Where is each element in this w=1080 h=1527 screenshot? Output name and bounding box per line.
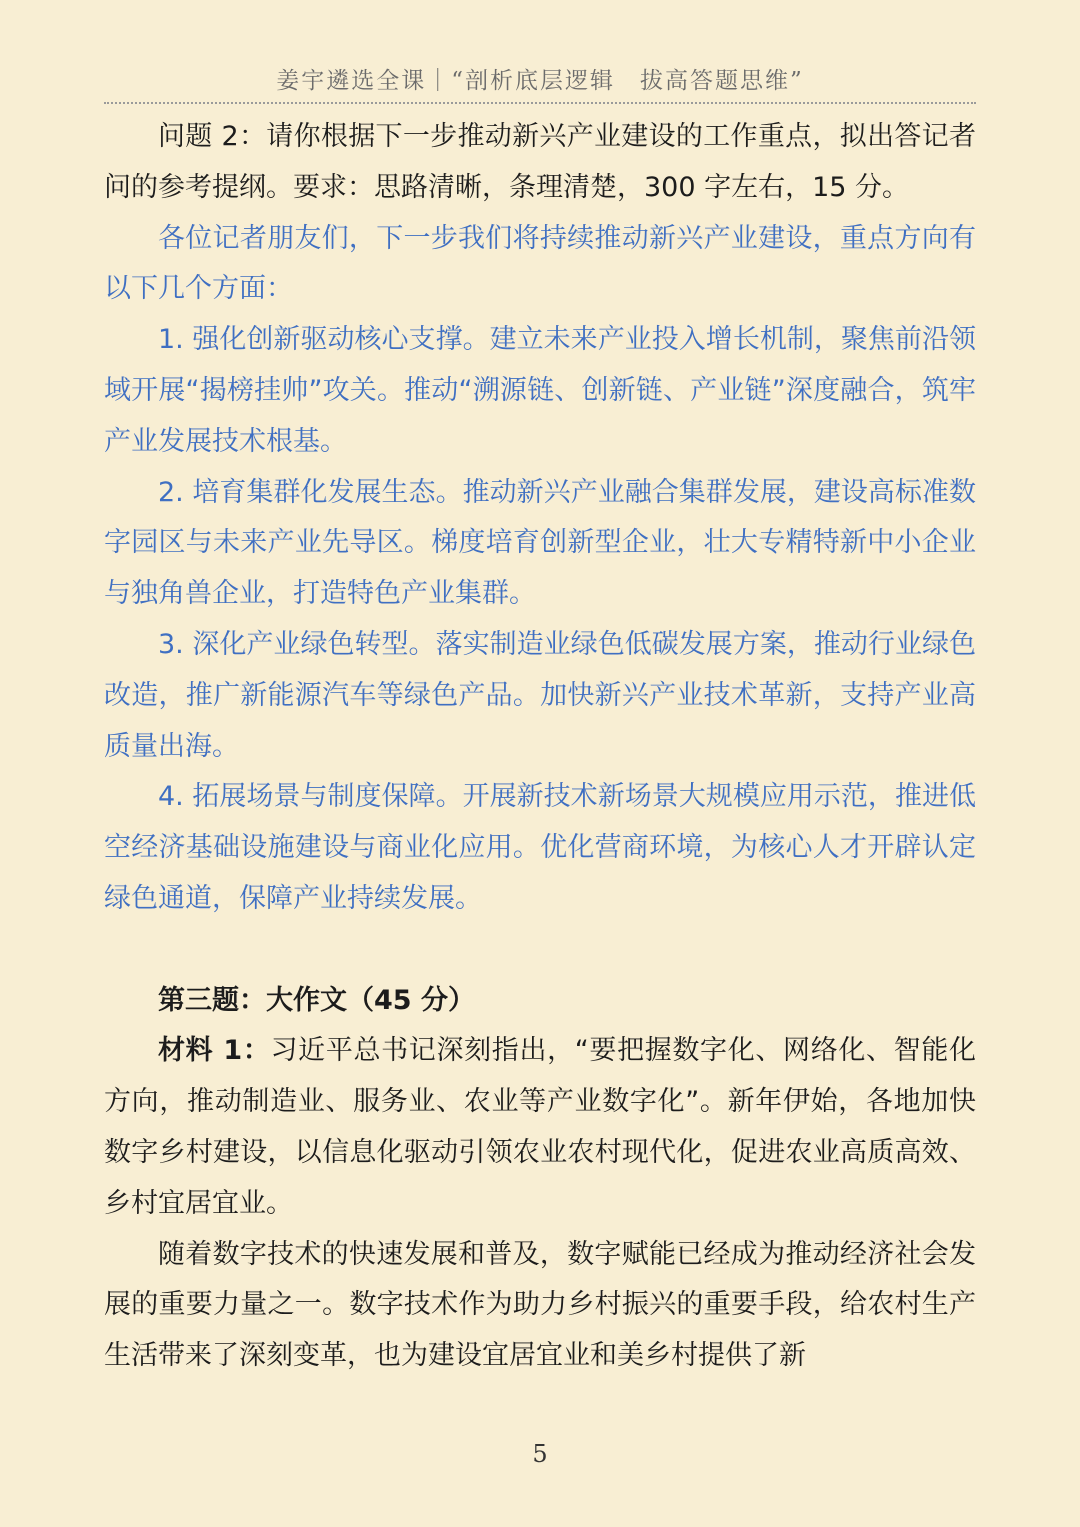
- answer-point-4: 4. 拓展场景与制度保障。开展新技术新场景大规模应用示范，推进低空经济基础设施建设与商业化应用。优化营商环境，为核心人才开辟认定绿色通道，保障产业持续发展。: [104, 781, 976, 914]
- material-1-paragraph: [104, 1026, 976, 1229]
- material-1-text: 习近平总书记深刻指出，“要把握数字化、网络化、智能化方向，推动制造业、服务业、农业等产业数字化”。新年伊始，各地加快数字乡村建设，以信息化驱动引领农业农村现代化，促进农业高质高效、乡村宜居宜业。: [104, 1035, 976, 1219]
- page-header: 姜宇遴选全课｜“剖析底层逻辑 拔高答题思维”: [276, 68, 804, 94]
- page-number: 5: [532, 1440, 548, 1468]
- answer-point-2: 2. 培育集群化发展生态。推动新兴产业融合集群发展，建设高标准数字园区与未来产业先导区。梯度培育创新型企业，壮大专精特新中小企业与独角兽企业，打造特色产业集群。: [104, 476, 976, 610]
- header-divider: [104, 102, 976, 104]
- answer-point-1: 1. 强化创新驱动核心支撑。建立未来产业投入增长机制，聚焦前沿领域开展“揭榜挂帅”攻关。推动“溯源链、创新链、产业链”深度融合，筑牢产业发展技术根基。: [104, 324, 976, 457]
- answer-intro: 各位记者朋友们，下一步我们将持续推动新兴产业建设，重点方向有以下几个方面：: [104, 222, 976, 305]
- section-gap: [104, 925, 976, 976]
- material-1-label: 材料 1：: [158, 1035, 271, 1067]
- page-content: [104, 112, 976, 1382]
- material-1-paragraph-2: 随着数字技术的快速发展和普及，数字赋能已经成为推动经济社会发展的重要力量之一。数字技术作为助力乡村振兴的重要手段，给农村生产生活带来了深刻变革，也为建设宜居宜业和美乡村提供了新: [104, 1238, 976, 1372]
- question-2: 问题 2：请你根据下一步推动新兴产业建设的工作重点，拟出答记者问的参考提纲。要求：思路清晰，条理清楚，300 字左右，15 分。: [104, 121, 976, 203]
- section-3-title: 第三题：大作文（45 分）: [158, 984, 475, 1016]
- answer-point-3: 3. 深化产业绿色转型。落实制造业绿色低碳发展方案，推动行业绿色改造，推广新能源汽车等绿色产品。加快新兴产业技术革新，支持产业高质量出海。: [104, 628, 976, 762]
